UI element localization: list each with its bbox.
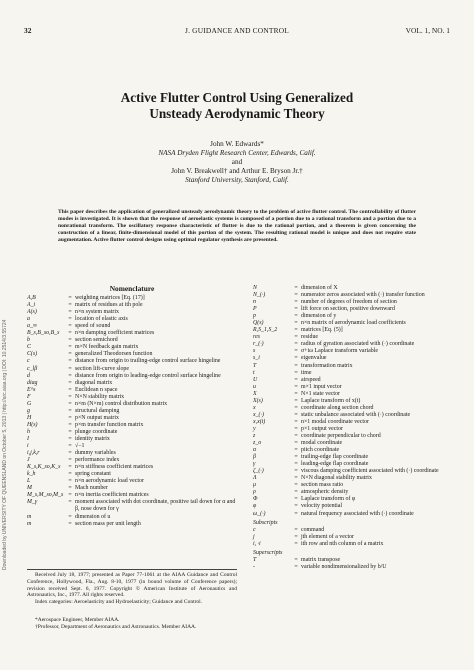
nomenclature-entry-definition: spring constant [75,471,111,478]
nomenclature-entry-symbol: ρ [253,489,256,496]
nomenclature-entry-symbol: p [253,313,256,320]
nomenclature-entry-definition: Euclidean n space [75,386,118,393]
nomenclature-entry [253,405,459,412]
nomenclature-entry-definition: dimension of X [301,285,338,291]
nomenclature-entry [27,514,237,521]
nomenclature-entry-symbol: F [27,393,31,400]
nomenclature-entry [27,499,237,513]
nomenclature-entry-equals: = [294,461,298,468]
affiliation-2: Stanford University, Stanford, Calif. [185,176,289,184]
index-categories: Index categories: Aeroelasticity and Hydroelasticity; Guidance and Control. [35,599,203,606]
nomenclature-entry-equals: = [68,520,72,527]
nomenclature-entry-equals: = [294,383,298,390]
nomenclature-entry-symbol: N_(·) [253,292,266,299]
nomenclature-entry-equals: = [294,334,298,341]
nomenclature-entry [27,478,237,485]
nomenclature-entry-symbol: C(s) [27,351,38,358]
nomenclature-entry-symbol: α [253,447,257,454]
nomenclature-entry-symbol: A_i [27,302,36,309]
nomenclature-entry-definition: radius of gyration associated with (·) coordinate [301,341,415,348]
author-footnote-2: †Professor, Department of Aeronautics and Astronautics. Member AIAA. [35,623,197,630]
subscripts-heading: Subscripts [253,519,278,526]
nomenclature-entry-symbol: y [253,425,256,432]
nomenclature-entry-definition: structural damping [75,407,120,414]
nomenclature-entry-symbol: β [253,454,256,461]
nomenclature-entry [27,422,237,429]
affiliation-1: NASA Dryden Flight Research Center, Edwards, Calif. [158,149,316,157]
download-watermark [2,300,14,570]
nomenclature-entry [253,285,459,292]
subscript-entry-definition: command [301,526,325,533]
nomenclature-entry [27,330,237,337]
nomenclature-entry-symbol: Φ [253,496,258,503]
superscript-entry-equals: = [294,556,298,563]
nomenclature-left-list [27,295,237,528]
nomenclature-entry-definition: velocity potential [301,503,343,510]
nomenclature-entry-definition: p×m transfer function matrix [75,421,144,428]
nomenclature-left-column [27,285,237,528]
nomenclature-entry-equals: = [294,475,298,482]
nomenclature-entry-symbol: A,B [27,295,36,302]
nomenclature-entry-symbol: N [253,285,257,291]
nomenclature-entry [27,464,237,471]
nomenclature-entry [27,415,237,422]
nomenclature-entry-equals: = [68,435,72,442]
nomenclature-entry [253,419,459,426]
nomenclature-entry-definition: number of degrees of freedom of section [301,299,397,306]
superscripts-heading: Superscripts [253,549,283,556]
nomenclature-entry-symbol: ω_(·) [253,510,266,517]
nomenclature-entry [253,440,459,447]
nomenclature-entry-symbol: z [253,432,256,439]
nomenclature-entry-definition: distance from origin to trailing-edge control surface hingeline [75,358,221,365]
nomenclature-entry-equals: = [294,390,298,397]
nomenclature-entry [253,327,459,334]
nomenclature-entry-equals: = [68,464,72,471]
superscripts-list [253,557,459,571]
nomenclature-entry-symbol: k_h [27,471,36,478]
received-footnote [27,569,237,606]
nomenclature-entry-symbol: M_γ [27,499,38,506]
nomenclature-entry-symbol: x [253,404,256,411]
superscript-entry-equals: = [294,563,298,570]
subscript-entry-equals: = [294,526,298,533]
nomenclature-entry-symbol: X [253,390,257,397]
subscript-entry [253,527,459,534]
nomenclature-entry-symbol: R,S_1,S_2 [253,327,278,334]
journal-name: J. GUIDANCE AND CONTROL [185,26,289,35]
nomenclature-entry-symbol: E^s [27,386,36,393]
nomenclature-entry-symbol: i [27,443,29,450]
subscript-entry-symbol: j [253,533,255,540]
superscript-entry-definition: matrix transpose [301,556,341,563]
nomenclature-entry-equals: = [68,302,72,309]
paper-title-line-2: Unsteady Aerodynamic Theory [149,106,325,121]
author-conjunction: and [231,158,243,166]
nomenclature-entry-definition: n×n aerodynamic load vector [75,478,144,485]
nomenclature-entry [253,398,459,405]
nomenclature-entry-definition: diagonal matrix [75,379,113,386]
nomenclature-entry-symbol: K_s,K_so,K_s [27,464,61,471]
nomenclature-entry-definition: √−1 [75,443,85,450]
superscript-entry [253,564,459,571]
nomenclature-entry [27,387,237,394]
nomenclature-entry-symbol: U [253,376,258,383]
nomenclature-entry-equals: = [68,485,72,492]
download-watermark-text: Downloaded by UNIVERSITY OF QUEENSLAND on October 5, 2013 | http://arc.aiaa.org | DOI: 10.2514/3.55724 [2,319,8,570]
nomenclature-entry-definition: m×1 input vector [301,383,342,390]
nomenclature-entry-definition: n×n system matrix [75,309,119,316]
nomenclature-entry [253,412,459,419]
nomenclature-entry-equals: = [294,397,298,404]
nomenclature-entry [253,348,459,355]
nomenclature-entry-symbol: s_i [253,355,260,362]
volume-issue: VOL. 1, NO. 1 [405,26,450,35]
nomenclature-entry-symbol: H [27,414,32,421]
nomenclature-entry-equals: = [68,295,72,302]
nomenclature-entry-definition: numerator zeros associated with (·) transfer function [301,292,425,299]
nomenclature-entry [253,391,459,398]
nomenclature-entry-definition: section lift-curve slope [75,365,129,372]
nomenclature-entry-definition: N×1 state vector [301,390,340,397]
nomenclature-entry-definition: n×n stiffness coefficient matrices [75,464,154,471]
nomenclature-entry-equals: = [294,376,298,383]
nomenclature-entry-definition: trailing-edge flap coordinate [301,454,369,461]
nomenclature-entry [253,496,459,503]
nomenclature-entry-definition: m×N feedback gain matrix [75,344,139,351]
nomenclature-entry-equals: = [68,379,72,386]
nomenclature-entry-equals: = [68,344,72,351]
subscript-entry-definition: jth element of a vector [301,533,354,540]
nomenclature-entry-equals: = [68,386,72,393]
nomenclature-entry-equals: = [68,492,72,499]
nomenclature-entry-definition: weighting matrices [Eq. (17)] [75,295,145,302]
nomenclature-entry-equals: = [294,496,298,503]
nomenclature-entry-symbol: a [27,316,30,323]
nomenclature-entry-equals: = [68,337,72,344]
nomenclature-entry-equals: = [294,313,298,320]
nomenclature-entry-definition: N×N stability matrix [75,393,125,400]
nomenclature-entry-equals: = [68,457,72,464]
nomenclature-entry-equals: = [294,440,298,447]
nomenclature-entry [253,306,459,313]
nomenclature-entry-definition: p×1 output vector [301,425,343,432]
nomenclature-entry-definition: location of elastic axis [75,316,128,323]
nomenclature-entry-symbol: J [27,457,30,464]
nomenclature-entry-symbol: r_(·) [253,341,264,348]
nomenclature-entry [27,408,237,415]
nomenclature-entry-symbol: P [253,306,257,313]
nomenclature-entry [27,471,237,478]
nomenclature-entry-definition: lift force on section, positive downward [301,306,395,313]
nomenclature-entry-definition: identity matrix [75,435,110,442]
nomenclature-entry-symbol: res [253,334,260,341]
nomenclature-entry [253,503,459,510]
nomenclature-entry-equals: = [294,418,298,425]
subscript-entry-symbol: i, ·i [253,540,261,547]
nomenclature-entry-equals: = [68,471,72,478]
nomenclature-entry-definition: performance index [75,457,120,464]
nomenclature-entry-symbol: M [27,485,32,492]
author-2: John V. Breakwell† and Arthur E. Bryson Jr.† [171,167,303,175]
nomenclature-entry-definition: static unbalance associated with (·) coordinate [301,411,411,418]
nomenclature-entry [27,429,237,436]
nomenclature-entry-definition: airspeed [301,376,321,383]
received-text: Received July 18, 1977; presented as Paper 77-1061 at the AIAA Guidance and Control Conference, Hollywood, Fla., Aug. 8-10, 1977 (in bound volume of Conference papers); revision received Sept. 6, 1977. Copyright © American Institute of Aeronautics and Astronautics, Inc., 1977. All rights reserved. [27,572,237,599]
nomenclature-entry-symbol: z_o [253,440,262,447]
nomenclature-entry [253,475,459,482]
nomenclature-entry-definition: dummy variables [75,450,116,457]
nomenclature-entry-symbol: L [27,478,31,485]
nomenclature-entry-equals: = [294,503,298,510]
nomenclature-entry-equals: = [68,450,72,457]
nomenclature-entry-equals: = [294,299,298,306]
nomenclature-entry-definition: distance from origin to leading-edge control surface hingeline [75,372,221,379]
nomenclature-entry-equals: = [294,482,298,489]
nomenclature-entry-equals: = [294,425,298,432]
subscript-entry-equals: = [294,533,298,540]
nomenclature-entry-definition: generalized Theodorsen function [75,351,153,358]
nomenclature-entry [253,370,459,377]
nomenclature-entry-equals: = [294,447,298,454]
nomenclature-entry-equals: = [68,443,72,450]
nomenclature-entry-equals: = [68,478,72,485]
nomenclature-entry-definition: section mass per unit length [75,520,141,527]
superscript-entry [253,557,459,564]
nomenclature-entry-equals: = [294,454,298,461]
nomenclature-entry [27,366,237,373]
nomenclature-entry [27,450,237,457]
abstract: This paper describes the application of generalized unsteady aerodynamic theory to the problem of active flutter control. The controllability of flutter modes is investigated. It is shown that the response of aeroelastic systems is composed of a portion due to a rational transform and a portion due to a nonrational transform. The oscillatory response characteristic of flutter is due to the rational portion, and a theorem is given concerning the construction of a linear, finite-dimensional model of this portion of the system. The resulting rational model is unique and does not require state augmentation. Active flutter control designs using optimal regulator synthesis are presented. [58,209,416,243]
nomenclature-entry-symbol: c_lβ [27,365,38,372]
subscript-entry-symbol: c [253,526,256,533]
nomenclature-entry-equals: = [294,355,298,362]
nomenclature-entry-equals: = [68,513,72,520]
nomenclature-entry-equals: = [68,330,72,337]
superscript-entry-symbol: - [253,563,255,570]
author-footnotes [27,617,237,631]
nomenclature-entry-definition: matrices [Eq. (5)] [301,327,343,334]
nomenclature-entry-definition: n×n matrix of aerodynamic load coefficients [301,320,406,327]
nomenclature-entry-definition: n×1 modal coordinate vector [301,418,369,425]
nomenclature-entry [253,433,459,440]
nomenclature-entry-symbol: t [253,369,255,376]
subscript-entry-equals: = [294,540,298,547]
nomenclature-entry-equals: = [294,369,298,376]
nomenclature-entry-symbol: m [27,513,32,520]
nomenclature-entry-equals: = [68,316,72,323]
nomenclature-entry-symbol: X(s) [253,397,263,404]
nomenclature-entry-definition: matrix of residues at ith pole [75,302,143,309]
nomenclature-entry-equals: = [68,323,72,330]
nomenclature-entry-equals: = [294,468,298,475]
nomenclature-entry-symbol: g [27,407,30,414]
nomenclature-entry [253,489,459,496]
nomenclature-entry-equals: = [294,320,298,327]
nomenclature-entry-equals: = [294,348,298,355]
nomenclature-entry [27,358,237,365]
nomenclature-entry-definition: time [301,369,312,376]
nomenclature-entry-equals: = [68,309,72,316]
nomenclature-entry [253,320,459,327]
nomenclature-entry [253,363,459,370]
nomenclature-entry-equals: = [294,510,298,517]
nomenclature-entry-definition: Mach number [75,485,108,492]
superscript-entry-symbol: T [253,556,257,563]
nomenclature-entry-equals: = [68,499,72,506]
nomenclature-entry [27,302,237,309]
nomenclature-entry-definition: σ+iω Laplace transform variable [301,348,378,355]
nomenclature-entry-equals: = [68,358,72,365]
nomenclature-entry-symbol: a_∞ [27,323,38,330]
nomenclature-entry-equals: = [68,428,72,435]
nomenclature-entry-equals: = [294,341,298,348]
nomenclature-entry [253,384,459,391]
nomenclature-entry-definition: viscous damping coefficient associated with (·) coordinate [301,468,439,475]
nomenclature-entry-definition: coordinate along section chord [301,404,374,411]
nomenclature-entry-symbol: m [27,520,32,527]
nomenclature-entry-symbol: M_s,M_so,M_s [27,492,64,499]
paper-title-line-1: Active Flutter Control Using Generalized [120,90,354,105]
nomenclature-entry-equals: = [294,285,298,291]
nomenclature-entry-definition: p×N output matrix [75,414,119,421]
nomenclature-entry-symbol: G [27,400,32,407]
author-1: John W. Edwards* [210,140,264,148]
nomenclature-entry [253,355,459,362]
nomenclature-entry-equals: = [68,421,72,428]
nomenclature-entry-symbol: A(s) [27,309,37,316]
nomenclature-entry [253,511,459,518]
subscript-entry [253,534,459,541]
nomenclature-entry-symbol: Λ [253,475,257,482]
nomenclature-right-column [253,285,459,571]
nomenclature-entry-definition: n×n damping coefficient matrices [75,330,155,337]
nomenclature-entry [27,436,237,443]
nomenclature-entry-symbol: diag [27,379,38,386]
nomenclature-entry-symbol: h [27,428,30,435]
author-block [40,140,434,185]
nomenclature-entry-equals: = [68,400,72,407]
nomenclature-entry-definition: n×n inertia coefficient matrices [75,492,149,499]
nomenclature-heading: Nomenclature [109,284,155,293]
nomenclature-entry-equals: = [294,432,298,439]
nomenclature-entry-definition: moment associated with dot coordinate, positive tail down for α and β, nose down for γ [75,499,236,513]
nomenclature-entry-definition: Laplace transform of x(t) [301,397,361,404]
nomenclature-entry-symbol: u [253,383,256,390]
nomenclature-entry-definition: eigenvalue [301,355,327,362]
nomenclature-entry-equals: = [294,306,298,313]
paper-title [40,90,434,122]
nomenclature-entry-definition: N×N diagonal stability matrix [301,475,372,482]
nomenclature-entry-equals: = [68,393,72,400]
nomenclature-entry-definition: pitch coordinate [301,447,340,454]
nomenclature-entry-definition: atmospheric density [301,489,349,496]
nomenclature-entry [27,521,237,528]
nomenclature-entry-symbol: ζ_(·) [253,468,264,475]
author-footnote-1: *Aerospace Engineer, Member AIAA. [35,617,120,623]
nomenclature-entry-symbol: s [253,348,256,355]
nomenclature-entry [253,468,459,475]
nomenclature-entry-equals: = [68,351,72,358]
nomenclature-entry-symbol: Q(s) [253,320,264,327]
nomenclature-entry-symbol: φ [253,503,257,510]
nomenclature-entry [27,443,237,450]
nomenclature-entry [27,380,237,387]
nomenclature-entry-symbol: n [253,299,256,306]
nomenclature-entry-symbol: x_(·) [253,411,264,418]
nomenclature-entry-symbol: C [27,344,31,351]
nomenclature-entry [27,316,237,323]
nomenclature-entry [253,377,459,384]
nomenclature-entry-definition: residue [301,334,319,341]
subscript-entry-definition: ith row and nth column of a matrix [301,540,384,547]
subscript-entry [253,541,459,548]
nomenclature-entry-symbol: c [27,358,30,365]
nomenclature-entry [253,482,459,489]
nomenclature-entry [27,394,237,401]
nomenclature-entry-symbol: I [27,435,29,442]
nomenclature-entry-equals: = [294,411,298,418]
nomenclature-entry-symbol: x,x(t) [253,418,266,425]
nomenclature-entry-equals: = [68,414,72,421]
page-number: 32 [24,26,32,35]
nomenclature-entry-symbol: b [27,337,30,344]
nomenclature-entry-definition: section mass ratio [301,482,344,489]
nomenclature-entry [27,401,237,408]
nomenclature-entry-definition: plunge coordinate [75,428,118,435]
nomenclature-entry-equals: = [68,407,72,414]
nomenclature-entry-definition: Laplace transform of φ [301,496,356,503]
subscripts-list [253,527,459,548]
nomenclature-entry-definition: transformation matrix [301,362,353,369]
nomenclature-entry-symbol: T [253,362,257,369]
nomenclature-entry [253,426,459,433]
nomenclature-entry-definition: dimension of y [301,313,337,320]
nomenclature-entry-symbol: d [27,372,30,379]
nomenclature-entry-symbol: μ [253,482,256,489]
nomenclature-entry-definition: leading-edge flap coordinate [301,461,369,468]
nomenclature-entry-equals: = [294,404,298,411]
nomenclature-entry-definition: dimension of u [75,513,111,520]
nomenclature-entry-definition: modal coordinate [301,440,343,447]
nomenclature-entry-equals: = [294,362,298,369]
running-header [24,26,450,38]
nomenclature-entry-equals: = [68,372,72,379]
nomenclature-entry-symbol: H(s) [27,421,38,428]
nomenclature-entry-definition: n×m (N×m) control distribution matrix [75,400,168,407]
nomenclature-entry-definition: natural frequency associated with (·) coordinate [301,510,414,517]
nomenclature-entry-equals: = [294,489,298,496]
nomenclature-entry-equals: = [294,292,298,299]
superscript-entry-definition: variable nondimensionalized by b/U [301,563,387,570]
nomenclature-entry-symbol: γ [253,461,256,468]
nomenclature-right-list [253,285,459,518]
nomenclature-entry-equals: = [68,365,72,372]
nomenclature-entry-definition: speed of sound [75,323,111,330]
nomenclature-entry-equals: = [294,327,298,334]
nomenclature-entry [27,309,237,316]
nomenclature-entry-definition: coordinate perpendicular to chord [301,432,381,439]
nomenclature-entry [27,373,237,380]
nomenclature-entry-definition: section semichord [75,337,118,344]
nomenclature-entry-symbol: B_s,B_so,B_s [27,330,60,337]
nomenclature-entry-symbol: i,j,k,r [27,450,40,457]
